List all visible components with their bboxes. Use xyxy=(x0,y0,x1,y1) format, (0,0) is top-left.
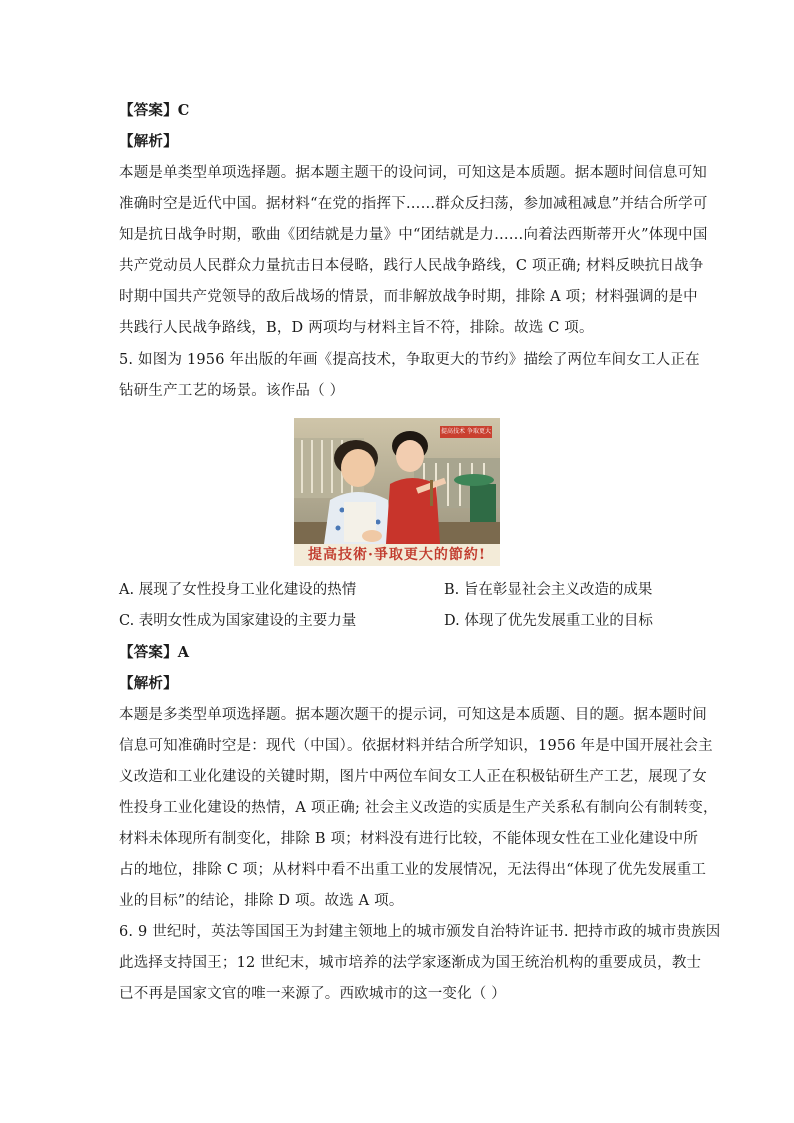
q4-analysis-line: 时期中国共产党领导的敌后战场的情景，而非解放战争时期，排除 A 项；材料强调的是中 xyxy=(119,289,698,305)
q5-analysis-line: 业的目标”的结论，排除 D 项。故选 A 项。 xyxy=(119,893,404,909)
q4-answer: 【答案】C xyxy=(119,102,190,119)
q5-stem-line: 钻研生产工艺的场景。该作品（ ） xyxy=(119,383,345,399)
option-a: A. 展现了女性投身工业化建设的热情 xyxy=(119,582,357,598)
q6-stem-line: 6. 9 世纪时，英法等国国王为封建主领地上的城市颁发自治特许证书. 把持市政的城市贵族因 xyxy=(119,924,721,940)
q5-answer: 【答案】A xyxy=(119,644,190,661)
q5-analysis-line: 性投身工业化建设的热情，A 项正确; 社会主义改造的实质是生产关系私有制向公有制转变， xyxy=(119,800,718,816)
q5-analysis-line: 信息可知准确时空是：现代（中国）。依据材料并结合所学知识，1956 年是中国开展社会主 xyxy=(119,738,713,754)
q5-stem-line: 5. 如图为 1956 年出版的年画《提高技术，争取更大的节约》描绘了两位车间女工人正在 xyxy=(119,352,700,368)
new-year-poster-image xyxy=(294,418,500,566)
q4-analysis-line: 知是抗日战争时期，歌曲《团结就是力量》中“团结就是力……向着法西斯蒂开火”体现中国 xyxy=(119,227,708,243)
q5-analysis-line: 占的地位，排除 C 项；从材料中看不出重工业的发展情况，无法得出“体现了优先发展重工 xyxy=(119,862,707,878)
q5-analysis-line: 材料未体现所有制变化，排除 B 项；材料没有进行比较，不能体现女性在工业化建设中所 xyxy=(119,831,699,847)
q6-stem-line: 已不再是国家文官的唯一来源了。西欧城市的这一变化（ ） xyxy=(119,986,507,1002)
q5-analysis-heading: 【解析】 xyxy=(119,675,178,692)
poster-caption: 提高技術·爭取更大的節約! xyxy=(294,544,500,566)
q4-analysis-line: 准确时空是近代中国。据材料“在党的指挥下……群众反扫荡，参加减租减息”并结合所学可 xyxy=(119,196,708,212)
q4-analysis-line: 共产党动员人民群众力量抗击日本侵略，践行人民战争路线，C 项正确; 材料反映抗日战争 xyxy=(119,258,704,274)
q5-analysis-line: 本题是多类型单项选择题。据本题次题干的提示词，可知这是本质题、目的题。据本题时间 xyxy=(119,707,707,723)
q5-analysis-line: 义改造和工业化建设的关键时期，图片中两位车间女工人正在积极钻研生产工艺，展现了女 xyxy=(119,769,707,785)
poster-banner-sign: 提高技术 争取更大 xyxy=(440,426,492,438)
q4-analysis-line: 本题是单类型单项选择题。据本题主题干的设问词，可知这是本质题。据本题时间信息可知 xyxy=(119,165,707,181)
q4-analysis-heading: 【解析】 xyxy=(119,133,178,150)
q4-analysis-line: 共践行人民战争路线，B，D 两项均与材料主旨不符，排除。故选 C 项。 xyxy=(119,320,594,336)
q6-stem-line: 此选择支持国王；12 世纪末，城市培养的法学家逐渐成为国王统治机构的重要成员，教士 xyxy=(119,955,702,971)
option-c: C. 表明女性成为国家建设的主要力量 xyxy=(119,613,357,629)
option-b: B. 旨在彰显社会主义改造的成果 xyxy=(444,582,653,598)
option-d: D. 体现了优先发展重工业的目标 xyxy=(444,613,653,629)
